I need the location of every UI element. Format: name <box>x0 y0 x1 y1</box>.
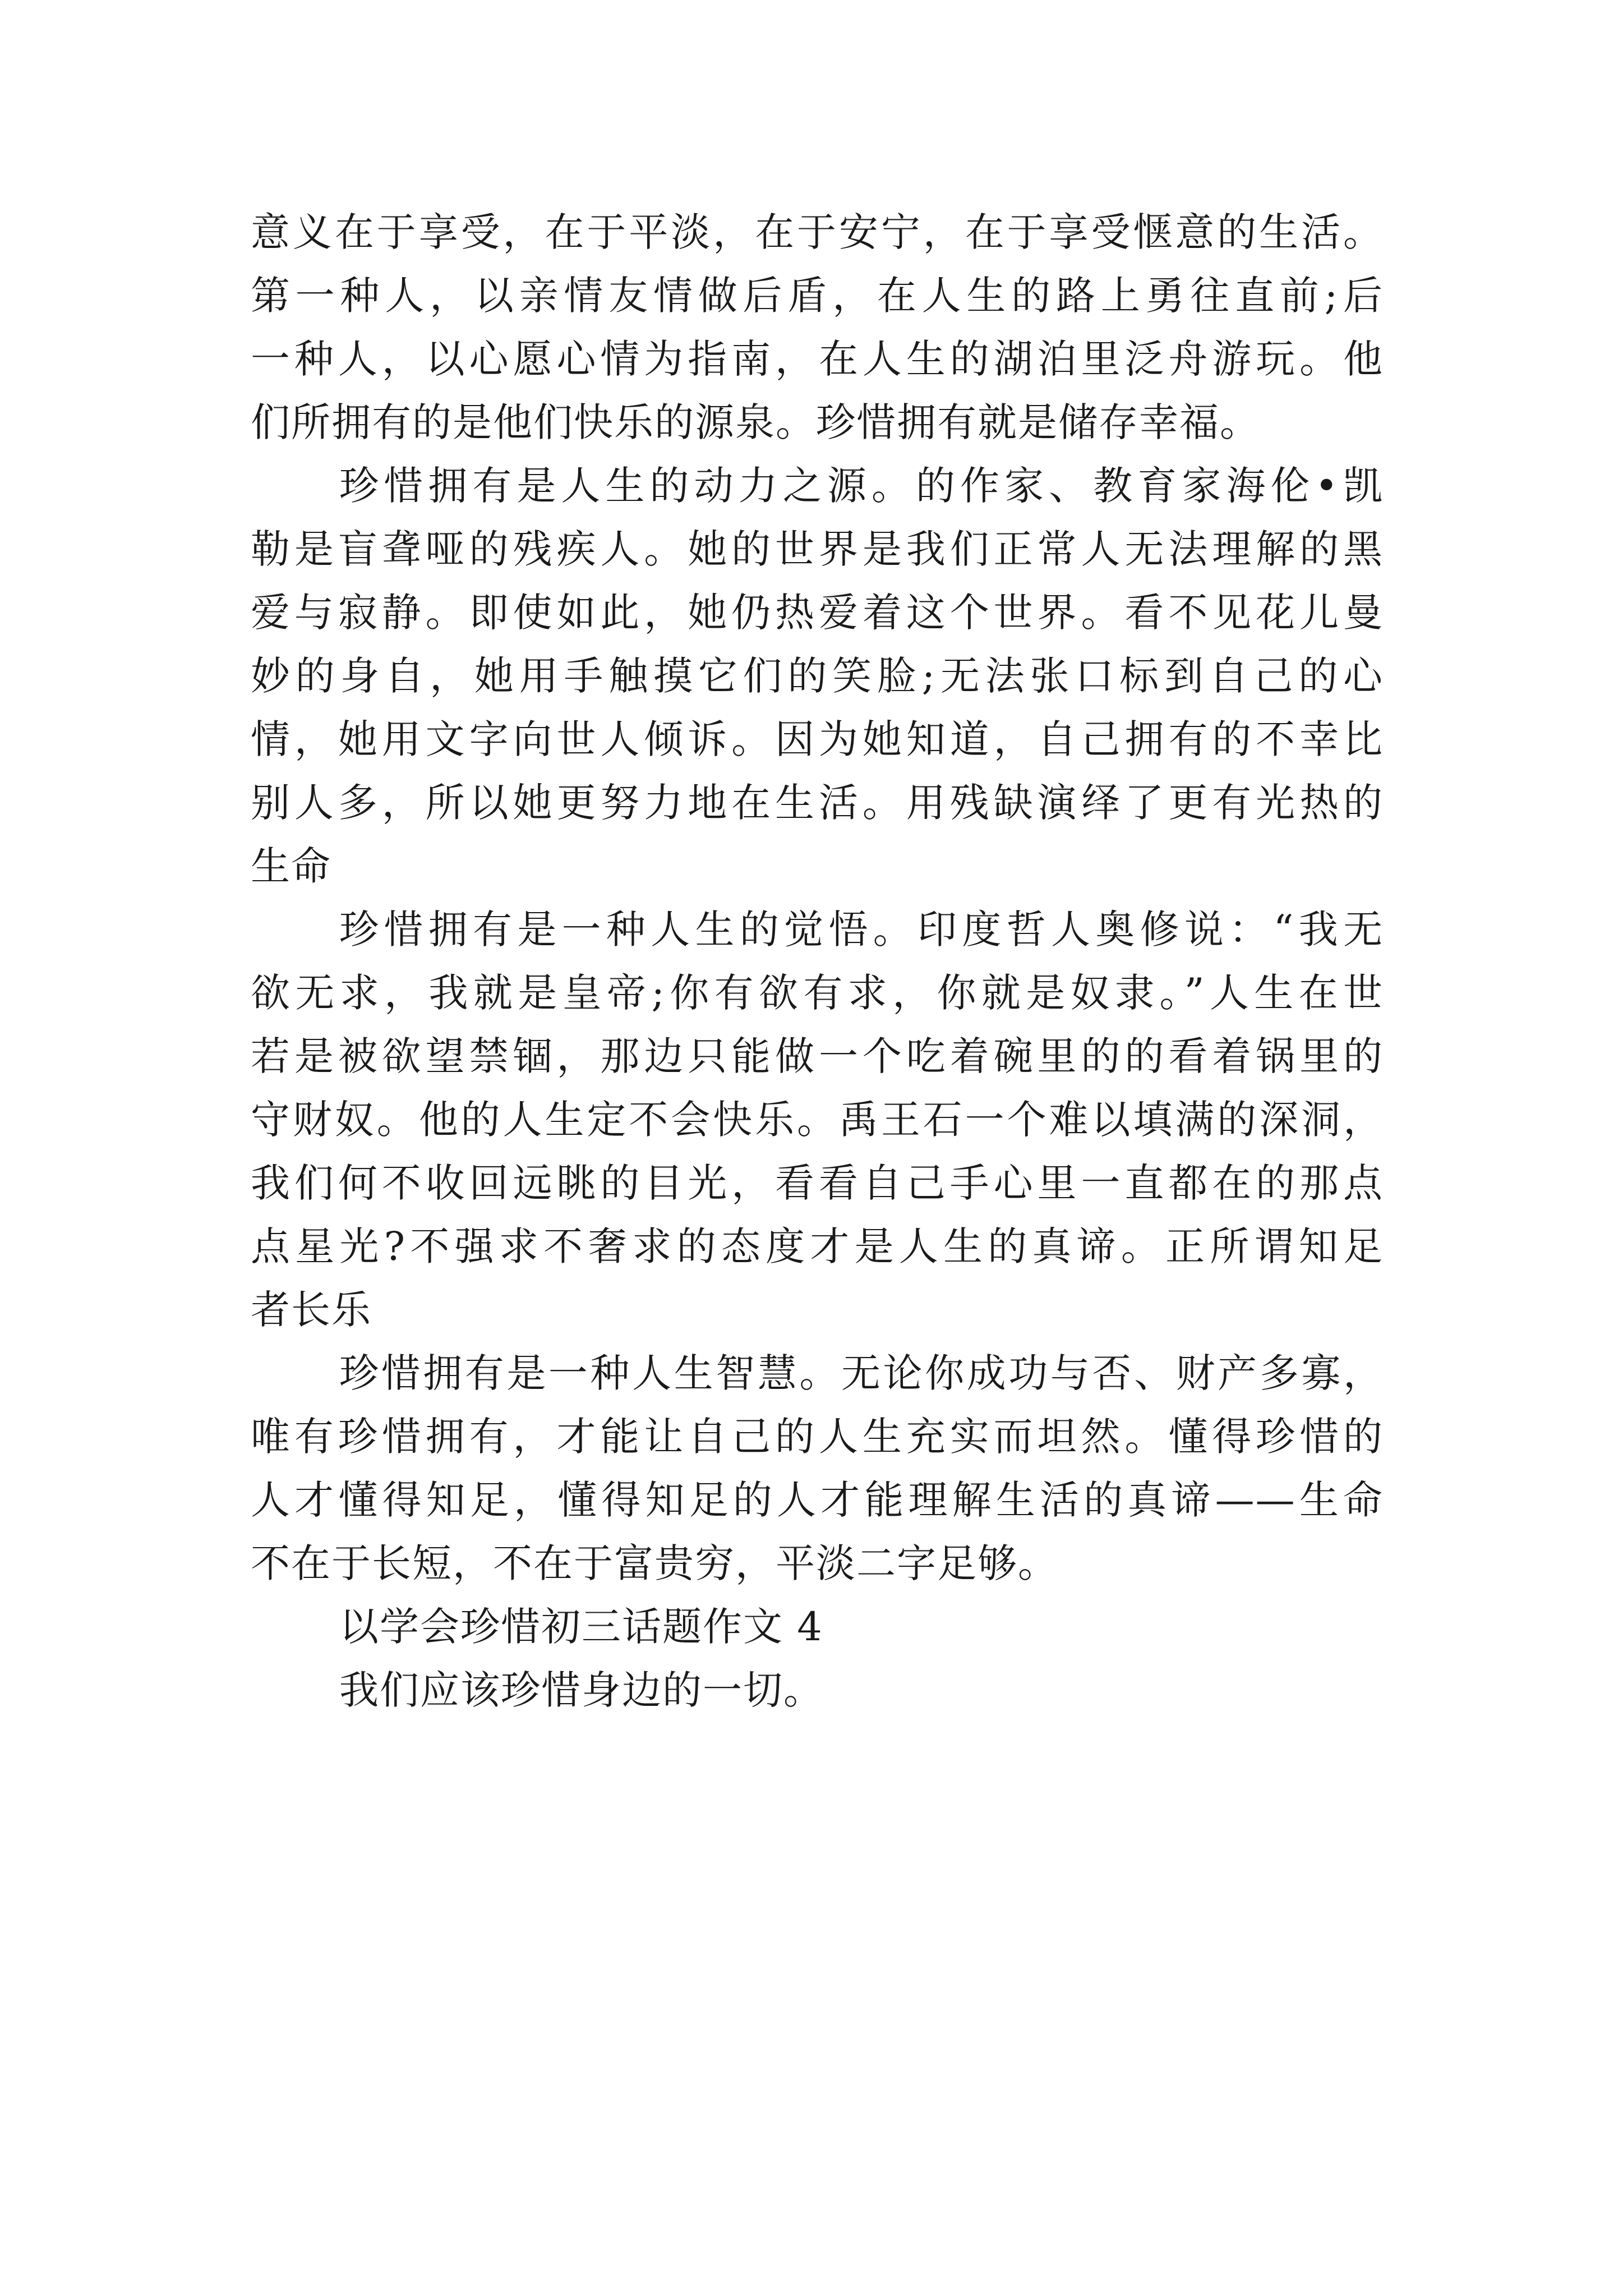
text-line: 欲无求，我就是皇帝;你有欲有求，你就是奴隶。”人生在世 <box>251 970 1384 1016</box>
text-line: 们所拥有的是他们快乐的源泉。珍惜拥有就是储存幸福。 <box>251 399 1260 445</box>
paragraph <box>251 1342 1384 1595</box>
heading-text: 以学会珍惜初三话题作文 4 <box>339 1604 823 1650</box>
text-line: 爱与寂静。即使如此，她仍热爱着这个世界。看不见花儿曼 <box>251 590 1384 636</box>
text-line: 别人多，所以她更努力地在生活。用残缺演绎了更有光热的 <box>251 780 1384 826</box>
text-line: 不在于长短，不在于富贵穷，平淡二字足够。 <box>251 1540 1058 1586</box>
document-body <box>251 201 1384 1722</box>
text-line: 我们应该珍惜身边的一切。 <box>339 1667 824 1713</box>
text-line: 若是被欲望禁锢，那边只能做一个吃着碗里的的看着锅里的 <box>251 1033 1384 1079</box>
text-line: 人才懂得知足，懂得知足的人才能理解生活的真谛——生命 <box>251 1477 1384 1523</box>
paragraph <box>251 454 1384 898</box>
text-line: 妙的身自，她用手触摸它们的笑脸;无法张口标到自己的心 <box>251 653 1384 699</box>
text-line: 生命 <box>251 843 331 889</box>
paragraph <box>251 1659 1384 1722</box>
text-line: 唯有珍惜拥有，才能让自己的人生充实而坦然。懂得珍惜的 <box>251 1414 1384 1460</box>
text-line: 一种人，以心愿心情为指南，在人生的湖泊里泛舟游玩。他 <box>251 336 1384 382</box>
section-heading <box>251 1595 1384 1659</box>
paragraph <box>251 201 1384 454</box>
text-line: 珍惜拥有是一种人生的觉悟。印度哲人奥修说：“我无 <box>339 907 1384 953</box>
text-line: 点星光?不强求不奢求的态度才是人生的真谛。正所谓知足 <box>251 1223 1384 1269</box>
text-line: 勒是盲聋哑的残疾人。她的世界是我们正常人无法理解的黑 <box>251 526 1384 572</box>
text-line: 守财奴。他的人生定不会快乐。禹王石一个难以填满的深洞， <box>251 1097 1384 1143</box>
text-line: 珍惜拥有是人生的动力之源。的作家、教育家海伦•凯 <box>339 463 1384 509</box>
text-line: 者长乐 <box>251 1287 372 1333</box>
text-line: 情，她用文字向世人倾诉。因为她知道，自己拥有的不幸比 <box>251 716 1384 762</box>
paragraph <box>251 898 1384 1342</box>
text-line: 意义在于享受，在于平淡，在于安宁，在于享受惬意的生活。 <box>251 209 1384 255</box>
text-line: 珍惜拥有是一种人生智慧。无论你成功与否、财产多寡， <box>339 1350 1384 1396</box>
text-line: 我们何不收回远眺的目光，看看自己手心里一直都在的那点 <box>251 1160 1384 1206</box>
text-line: 第一种人，以亲情友情做后盾，在人生的路上勇往直前;后 <box>251 273 1384 319</box>
